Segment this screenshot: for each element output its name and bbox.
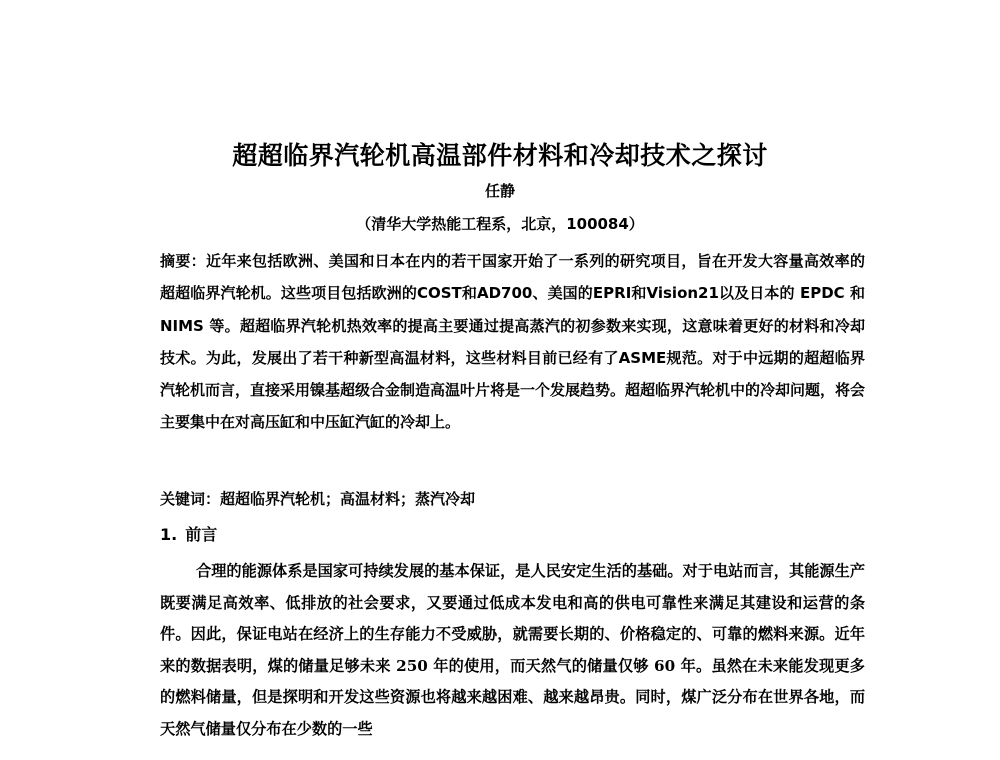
section-heading (160, 522, 217, 545)
section-body-paragraph: 合理的能源体系是国家可持续发展的基本保证，是人民安定生活的基础。对于电站而言，其能源生产既要满足高效率、低排放的社会要求，又要通过低成本发电和高的供电可靠性来满足其建设和运营的条件。因此，保证电站在经济上的生存能力不受威胁，就需要长期的、价格稳定的、可靠的燃料来源。近年来的数据表明，煤的储量足够未来 250 年的使用，而天然气的储量仅够 60 年。虽然在未来能发现更多的燃料储量，但是探明和开发这些资源也将越来越困难、越来越昂贵。同时，煤广泛分布在世界各地，而天然气储量仅分布在少数的一些 (160, 562, 865, 738)
author-affiliation: （清华大学热能工程系，北京，100084） (356, 215, 644, 233)
abstract-text: 近年来包括欧洲、美国和日本在内的若干国家开始了一系列的研究项目，旨在开发大容量高效率的超超临界汽轮机。这些项目包括欧洲的COST和AD700、美国的EPRI和Vision21以及日本的 EPDC 和 NIMS 等。超超临界汽轮机热效率的提高主要通过提高蒸汽的初参数来实现，这意味着更好的材料和冷却技术。为此，发展出了若干种新型高温材料，这些材料目前已经有了ASME规范。对于中远期的超超临界汽轮机而言，直接采用镍基超级合金制造高温叶片将是一个发展趋势。超超临界汽轮机中的冷却问题，将会主要集中在对高压缸和中压缸汽缸的冷却上。 (160, 252, 866, 432)
section-number: 1. (160, 525, 178, 544)
abstract-label: 摘要： (160, 252, 206, 270)
abstract-paragraph (160, 245, 865, 439)
keywords-line (160, 488, 865, 509)
keywords-label: 关键词： (160, 490, 221, 508)
paper-title: 超超临界汽轮机高温部件材料和冷却技术之探讨 (232, 141, 768, 170)
keywords-text: 超超临界汽轮机；高温材料；蒸汽冷却 (220, 490, 476, 508)
author-name: 任静 (484, 182, 515, 200)
section-title: 前言 (185, 525, 218, 544)
